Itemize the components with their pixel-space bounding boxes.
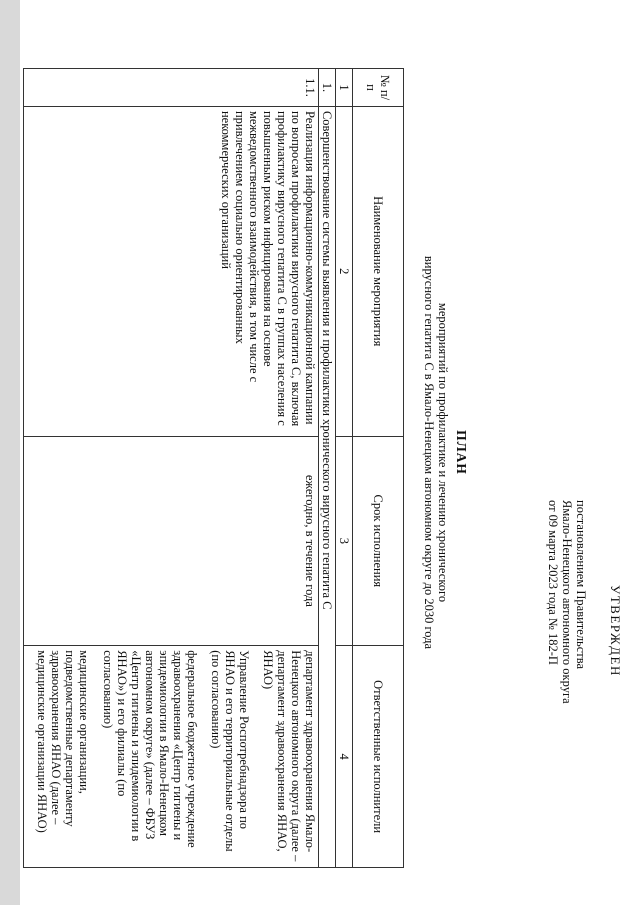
header-term: Срок исполнения bbox=[353, 436, 404, 646]
responsible-2: Управление Роспотребнадзора по ЯНАО и его территориальные отделы (по согласованию) bbox=[209, 650, 251, 852]
header-num: № п/п bbox=[353, 69, 404, 107]
approval-heading: УТВЕРЖДЕН bbox=[608, 585, 623, 677]
plan-subtitle-line-2: вирусного гепатита С в Ямало-Ненецком автономном округе до 2030 года bbox=[422, 255, 436, 650]
responsible-4: медицинские организации, подведомственные департаменту здравоохранения ЯНАО (далее – медицинские организации ЯНАО) bbox=[35, 650, 91, 833]
header-responsible: Ответственные исполнители bbox=[353, 646, 404, 868]
responsible-3: федеральное бюджетное учреждение здравоохранения «Центр гигиены и эпидемиологии в Ямало-Ненецком автономном округе» (далее – ФБУЗ «Центр гигиены и эпидемиологии в ЯНАО») и его филиалы (по согласованию) bbox=[101, 650, 199, 848]
approval-line-1: постановлением Правительства bbox=[574, 500, 588, 670]
row-activity-name: Реализация информационно-коммуникационной кампании по вопросам профилактики вирусного гепатита С, включая профилактику вирусного гепатита С в группах населения с повышенным риском инфицирования на основе межведомственного взаимодействия, в том числе с привлечением социально ориентированных некоммерческих организаций bbox=[24, 106, 319, 436]
plan-table bbox=[23, 68, 404, 868]
plan-title: ПЛАН bbox=[454, 430, 469, 475]
section-row bbox=[319, 69, 336, 868]
table-row bbox=[24, 69, 319, 868]
col-number-4: 4 bbox=[336, 646, 353, 868]
document-page bbox=[20, 0, 640, 905]
plan-subtitle-line-1: мероприятий по профилактике и лечению хронического bbox=[436, 302, 450, 603]
row-number: 1.1. bbox=[24, 69, 319, 107]
rotated-page-content bbox=[20, 0, 640, 905]
header-row bbox=[353, 69, 404, 868]
section-title: Совершенствование системы выявления и профилактики хронического вирусного гепатита С bbox=[319, 106, 336, 867]
responsible-1: департамент здравоохранения Ямало-Ненецкого автономного округа (далее – департамент здравоохранения ЯНАО, ЯНАО) bbox=[261, 650, 317, 862]
col-number-1: 1 bbox=[336, 69, 353, 107]
numbering-row bbox=[336, 69, 353, 868]
header-name: Наименование мероприятия bbox=[353, 106, 404, 436]
approval-line-3: от 09 марта 2023 года № 182-П bbox=[546, 500, 560, 665]
col-number-2: 2 bbox=[336, 106, 353, 436]
section-number: 1. bbox=[319, 69, 336, 107]
col-number-3: 3 bbox=[336, 436, 353, 646]
approval-line-2: Ямало-Ненецкого автономного округа bbox=[560, 500, 574, 704]
row-responsible bbox=[24, 646, 319, 868]
row-term: ежегодно, в течение года bbox=[24, 436, 319, 646]
